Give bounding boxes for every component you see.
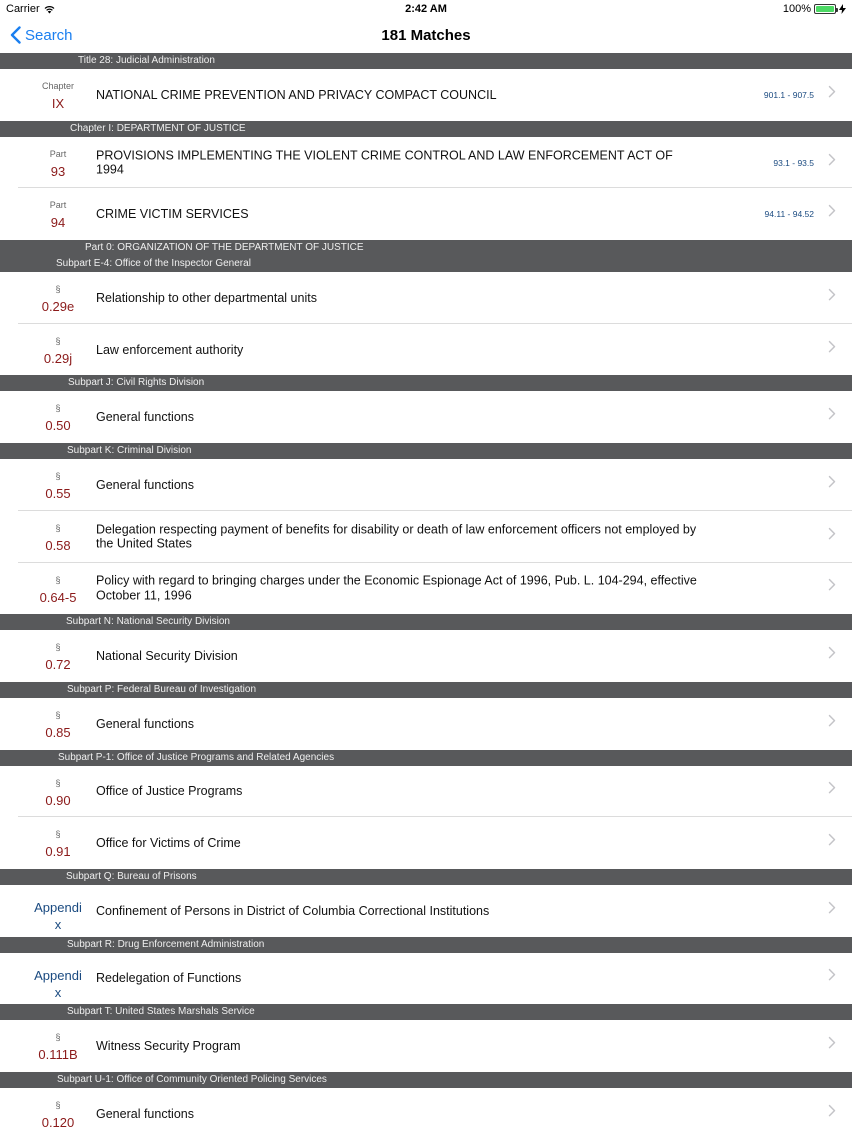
chevron-right-icon xyxy=(828,782,836,800)
list-item[interactable] xyxy=(0,511,852,563)
item-type-label: § xyxy=(55,574,61,585)
section-header: Subpart N: National Security Division xyxy=(0,614,852,630)
chevron-right-icon xyxy=(828,901,836,919)
item-number-column xyxy=(18,766,98,818)
item-number-column xyxy=(18,563,98,615)
item-type-label: Part xyxy=(49,148,67,159)
item-title: Law enforcement authority xyxy=(96,342,244,357)
item-type-label: § xyxy=(55,777,61,788)
item-number-column xyxy=(18,817,98,869)
section-header: Subpart R: Drug Enforcement Administration xyxy=(0,937,852,953)
chevron-right-icon xyxy=(828,527,836,545)
chevron-right-icon xyxy=(828,833,836,851)
section-header: Subpart U-1: Office of Community Oriented Policing Services xyxy=(0,1072,852,1088)
item-type-label: § xyxy=(55,471,61,482)
chevron-right-icon xyxy=(828,153,836,171)
chevron-right-icon xyxy=(828,288,836,306)
chevron-right-icon xyxy=(828,646,836,664)
appendix-label: Appendi x xyxy=(34,967,82,1000)
item-type-label: Part xyxy=(49,200,67,211)
item-title: Redelegation of Functions xyxy=(96,971,242,986)
status-bar xyxy=(0,0,852,18)
chevron-right-icon xyxy=(828,1036,836,1054)
item-title: Relationship to other departmental units xyxy=(96,290,317,305)
item-type-label: § xyxy=(55,1032,61,1043)
battery-icon xyxy=(814,4,836,14)
charging-icon xyxy=(839,4,846,14)
battery-percent: 100% xyxy=(782,3,811,15)
item-type-label: § xyxy=(55,403,61,414)
item-type-label: § xyxy=(55,1100,61,1110)
list-item[interactable] xyxy=(0,953,852,1005)
section-header: Part 0: ORGANIZATION OF THE DEPARTMENT OF JUSTICE xyxy=(0,240,852,256)
item-number: 0.50 xyxy=(45,418,71,434)
item-number: 94 xyxy=(50,215,66,231)
item-range: 901.1 - 907.5 xyxy=(763,89,814,100)
list-item[interactable] xyxy=(0,391,852,443)
list-item[interactable] xyxy=(0,69,852,121)
chevron-right-icon xyxy=(828,340,836,358)
chevron-right-icon xyxy=(828,407,836,425)
results-list xyxy=(0,53,852,1136)
section-header: Title 28: Judicial Administration xyxy=(0,53,852,69)
list-item[interactable] xyxy=(0,1088,852,1136)
item-number-column xyxy=(18,137,98,189)
item-number-column xyxy=(18,1020,98,1072)
item-type-label: § xyxy=(55,709,61,720)
item-type-label: § xyxy=(55,284,61,295)
item-number: 0.29j xyxy=(43,350,73,366)
item-title: Office for Victims of Crime xyxy=(96,835,241,850)
item-number-column xyxy=(18,324,98,376)
item-type-label: § xyxy=(55,335,61,346)
chevron-right-icon xyxy=(828,1104,836,1122)
item-number-column xyxy=(18,1088,98,1136)
item-number: 0.72 xyxy=(45,657,71,673)
item-title: General functions xyxy=(96,477,194,492)
list-item[interactable] xyxy=(0,459,852,511)
list-item[interactable] xyxy=(0,272,852,324)
item-title: National Security Division xyxy=(96,648,238,663)
list-item[interactable] xyxy=(0,137,852,189)
item-title: PROVISIONS IMPLEMENTING THE VIOLENT CRIME CONTROL AND LAW ENFORCEMENT ACT OF 1994 xyxy=(96,148,673,177)
item-number-column xyxy=(18,511,98,563)
item-title: Witness Security Program xyxy=(96,1038,241,1053)
navigation-bar xyxy=(0,18,852,53)
item-title: General functions xyxy=(96,410,194,425)
section-header: Subpart E-4: Office of the Inspector General xyxy=(0,256,852,272)
item-number: 0.64-5 xyxy=(39,589,77,605)
list-item[interactable] xyxy=(0,885,852,937)
item-number-column xyxy=(18,459,98,511)
item-number: 0.29e xyxy=(41,299,75,315)
item-number: IX xyxy=(51,96,65,111)
item-title: Office of Justice Programs xyxy=(96,784,243,799)
item-number: 0.90 xyxy=(45,792,71,808)
item-number-column xyxy=(18,272,98,324)
item-title: General functions xyxy=(96,716,194,731)
carrier-label: Carrier xyxy=(6,3,40,15)
section-header: Chapter I: DEPARTMENT OF JUSTICE xyxy=(0,121,852,137)
item-number: 0.85 xyxy=(45,724,71,740)
list-item[interactable] xyxy=(0,630,852,682)
item-number-column xyxy=(18,630,98,682)
item-number-column xyxy=(18,698,98,750)
section-header: Subpart J: Civil Rights Division xyxy=(0,375,852,391)
chevron-right-icon xyxy=(828,969,836,987)
item-range: 93.1 - 93.5 xyxy=(773,157,814,168)
chevron-right-icon xyxy=(828,475,836,493)
item-number: 0.120 xyxy=(41,1115,75,1130)
section-header: Subpart K: Criminal Division xyxy=(0,443,852,459)
chevron-right-icon xyxy=(828,714,836,732)
list-item[interactable] xyxy=(0,324,852,376)
list-item[interactable] xyxy=(0,188,852,240)
chevron-right-icon xyxy=(828,85,836,103)
item-title: CRIME VICTIM SERVICES xyxy=(96,206,249,221)
item-number: 0.91 xyxy=(45,844,71,860)
item-number: 0.58 xyxy=(45,537,71,553)
item-number: 0.111B xyxy=(38,1047,78,1063)
section-header: Subpart T: United States Marshals Service xyxy=(0,1004,852,1020)
item-title: NATIONAL CRIME PREVENTION AND PRIVACY COMPACT COUNCIL xyxy=(96,87,497,102)
back-button-label: Search xyxy=(25,26,73,44)
chevron-right-icon xyxy=(828,204,836,222)
section-header: Subpart P-1: Office of Justice Programs and Related Agencies xyxy=(0,750,852,766)
item-number-column xyxy=(18,391,98,443)
status-time: 2:42 AM xyxy=(405,3,447,15)
item-number-column xyxy=(18,188,98,240)
item-number: 93 xyxy=(50,163,66,179)
item-number-column xyxy=(18,69,98,121)
item-type-label: § xyxy=(55,522,61,533)
section-header: Subpart Q: Bureau of Prisons xyxy=(0,869,852,885)
list-item[interactable] xyxy=(0,563,852,615)
item-title: General functions xyxy=(96,1106,194,1121)
list-item[interactable] xyxy=(0,766,852,818)
list-item[interactable] xyxy=(0,1020,852,1072)
item-title: Confinement of Persons in District of Columbia Correctional Institutions xyxy=(96,903,490,918)
page-title: 181 Matches xyxy=(381,27,471,44)
item-title: Delegation respecting payment of benefits for disability or death of law enforcement officers not employed by the United States xyxy=(96,522,697,551)
status-right xyxy=(783,3,846,15)
list-item[interactable] xyxy=(0,817,852,869)
appendix-label: Appendi x xyxy=(34,899,82,932)
item-title: Policy with regard to bringing charges under the Economic Espionage Act of 1996, Pub. L. 104-294, effective October 11, 1996 xyxy=(96,573,697,603)
item-range: 94.11 - 94.52 xyxy=(764,209,814,220)
item-type-label: Chapter xyxy=(41,81,75,91)
chevron-right-icon xyxy=(828,578,836,596)
item-type-label: § xyxy=(55,829,61,840)
item-type-label: § xyxy=(55,642,61,653)
item-number: 0.55 xyxy=(45,486,71,502)
list-item[interactable] xyxy=(0,698,852,750)
section-header: Subpart P: Federal Bureau of Investigation xyxy=(0,682,852,698)
